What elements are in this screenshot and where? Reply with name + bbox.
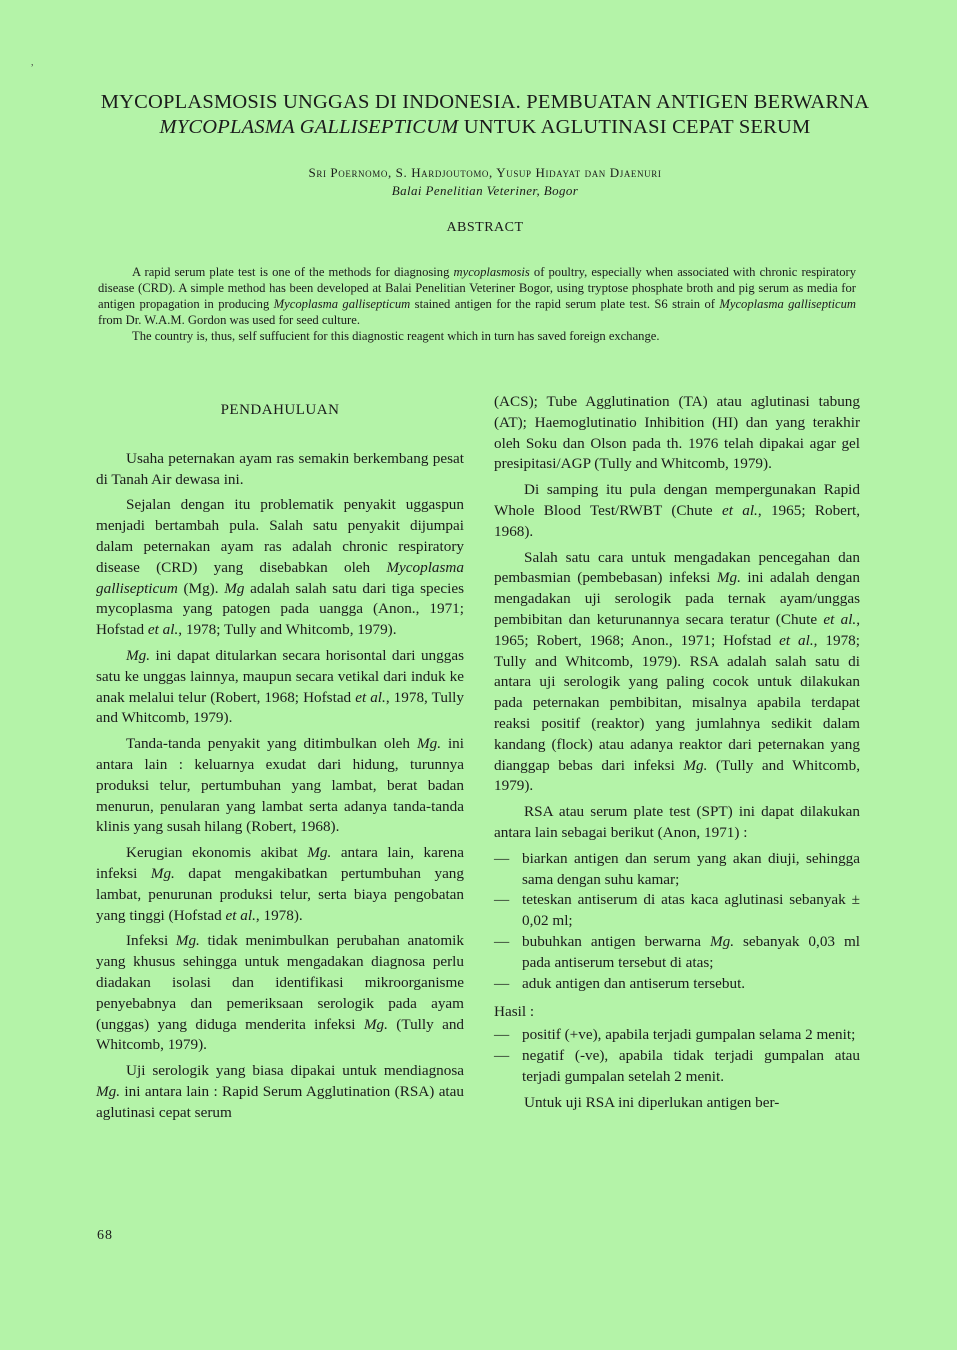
text-run: dapat mengakibatkan pertumbuhan yang lambat, penurunan produksi telur, serta biaya pengobatan yang tinggi (Hofstad bbox=[96, 864, 464, 924]
italic-run: Mg. bbox=[96, 1082, 121, 1100]
text-run: sebanyak 0,03 ml pada antiserum tersebut di atas; bbox=[522, 932, 861, 971]
italic-run: et al. bbox=[147, 621, 179, 639]
hasil-label: Hasil : bbox=[494, 1003, 535, 1021]
text-run: biarkan antigen dan serum yang akan diuji, sehingga sama dengan suhu kamar; bbox=[522, 849, 860, 888]
results-list bbox=[494, 1025, 860, 1087]
dash-bullet: — bbox=[494, 1046, 510, 1064]
italic-run: Mg bbox=[224, 579, 245, 597]
text-run: antara lain, karena infeksi bbox=[96, 844, 464, 882]
right-column bbox=[494, 392, 860, 1118]
italic-run: et al. bbox=[721, 501, 758, 519]
scan-mark: , bbox=[31, 57, 34, 68]
text-run: stained antigen for the rapid serum plate test. S6 strain of bbox=[410, 297, 720, 311]
text-run: , 1978, Tully and Whitcomb, 1979). bbox=[96, 688, 464, 727]
title-line-2-rest: UNTUK AGLUTINASI CEPAT SERUM bbox=[458, 116, 811, 138]
right-paragraph bbox=[494, 480, 860, 542]
title-line-2 bbox=[60, 115, 910, 140]
italic-run: Mg. bbox=[126, 646, 151, 664]
procedure-step bbox=[494, 890, 860, 932]
dash-bullet: — bbox=[494, 849, 510, 867]
text-run: Infeksi bbox=[126, 932, 176, 950]
text-run: RSA atau serum plate test (SPT) ini dapat dilakukan antara lain sebagai berikut (Anon, 1971) : bbox=[494, 803, 860, 841]
italic-run: et al. bbox=[225, 906, 256, 924]
text-run: (ACS); Tube Agglutination (TA) atau aglutinasi tabung (AT); Haemoglutinatio Inhibition (HI) dan yang terakhir oleh Soku dan Olson pada th. 1976 telah dipakai agar gel presipitasi/AGP (Tully and Whitcomb, 1979). bbox=[494, 393, 860, 473]
right-paragraph bbox=[494, 548, 860, 798]
text-run: teteskan antiserum di atas kaca aglutinasi sebanyak ± 0,02 ml; bbox=[522, 891, 860, 930]
last-paragraph: Untuk uji RSA ini diperlukan antigen ber- bbox=[524, 1093, 780, 1111]
result-item bbox=[494, 1025, 860, 1046]
text-run: Kerugian ekonomis akibat bbox=[126, 844, 308, 862]
text-run: , 1978; Tully and Whitcomb, 1979). RSA adalah salah satu di antara uji serologik yang paling cocok untuk dilakukan pada peternakan pembibitan, misalnya apabila terdapat reaksi positif (reaktor) yang jumlahnya sedikit dalam kandang (flock) atau adanya reaktor dari peternakan yang dianggap bebas dari infeksi bbox=[494, 631, 860, 774]
left-paragraph bbox=[96, 843, 464, 926]
text-run: from Dr. W.A.M. Gordon was used for seed culture. bbox=[98, 313, 360, 327]
abstract bbox=[98, 264, 856, 344]
left-paragraph bbox=[96, 449, 464, 491]
text-run: Sejalan dengan itu problematik penyakit uggaspun menjadi bertambah pula. Salah satu penyakit dijumpai dalam peternakan ayam ras adalah chronic respiratory disease (CRD) yang disebabkan oleh bbox=[96, 496, 464, 576]
title-line-1: MYCOPLASMOSIS UNGGAS DI INDONESIA. PEMBUATAN ANTIGEN BERWARNA bbox=[100, 91, 870, 113]
text-run: Usaha peternakan ayam ras semakin berkembang pesat di Tanah Air dewasa ini. bbox=[96, 449, 464, 488]
left-paragraph bbox=[96, 931, 464, 1056]
text-run: ini dapat ditularkan secara horisontal dari unggas satu ke unggas lainnya, maupun secara vetikal dari induk ke anak melalui telur (Robert, 1968; Hofstad bbox=[96, 646, 464, 706]
italic-run: mycoplasmosis bbox=[453, 265, 530, 279]
dash-bullet: — bbox=[494, 974, 510, 992]
left-paragraph bbox=[96, 646, 464, 729]
procedure-step bbox=[494, 974, 860, 995]
title-species: MYCOPLASMA GALLISEPTICUM bbox=[159, 116, 459, 138]
text-run: aduk antigen dan antiserum tersebut. bbox=[522, 974, 746, 992]
text-run: positif (+ve), apabila terjadi gumpalan selama 2 menit; bbox=[522, 1026, 856, 1044]
result-item bbox=[494, 1046, 860, 1088]
text-run: adalah salah satu dari tiga species mycoplasma yang patogen pada uangga (Anon., 1971; Hofstad bbox=[96, 579, 465, 639]
text-run: ini adalah dengan mengadakan uji serologik pada ternak ayam/unggas pembibitan dan keturunannya secara teratur (Chute bbox=[494, 569, 860, 628]
left-column bbox=[96, 392, 464, 1129]
text-run: , 1965; Robert, 1968). bbox=[494, 501, 860, 540]
page-number: 68 bbox=[97, 1228, 113, 1243]
text-run: of poultry, especially when associated with chronic respiratory disease (CRD). A simple method has been developed at Balai Penelitian Veteriner Bogor, using tryptose phosphate broth and pig serum as media for antigen propagation in producing bbox=[98, 265, 856, 311]
text-run: Uji serologik yang biasa dipakai untuk mendiagnosa bbox=[126, 1062, 464, 1080]
italic-run: et al. bbox=[355, 688, 386, 706]
procedure-step bbox=[494, 932, 860, 974]
italic-run: Mg. bbox=[150, 864, 175, 882]
italic-run: Mycoplasma gallisepticum bbox=[719, 297, 856, 311]
italic-run: Mg. bbox=[716, 569, 741, 587]
text-run: (Tully and Whitcomb, 1979). bbox=[494, 756, 860, 795]
italic-run: Mg. bbox=[307, 844, 332, 862]
right-paragraph bbox=[494, 392, 860, 475]
italic-run: Mg. bbox=[363, 1015, 388, 1033]
left-paragraph bbox=[96, 1061, 464, 1123]
italic-run: et al. bbox=[779, 631, 814, 649]
dash-bullet: — bbox=[494, 932, 510, 950]
text-run: A rapid serum plate test is one of the methods for diagnosing bbox=[132, 265, 454, 279]
text-run: bubuhkan antigen berwarna bbox=[522, 932, 710, 950]
procedure-step bbox=[494, 849, 860, 891]
text-run: (Mg). bbox=[177, 579, 225, 597]
dash-bullet: — bbox=[494, 891, 510, 909]
left-paragraph bbox=[96, 734, 464, 838]
text-run: (Tully and Whitcomb, 1979). bbox=[96, 1015, 465, 1054]
right-paragraphs-before bbox=[494, 392, 860, 844]
text-run: Salah satu cara untuk mengadakan pencegahan dan pembasmian (pembebasan) infeksi bbox=[494, 548, 860, 587]
text-run: , 1978). bbox=[255, 906, 303, 924]
italic-run: Mycoplasma gallisepticum bbox=[96, 558, 464, 597]
italic-run: Mg. bbox=[416, 735, 441, 753]
italic-run: Mg. bbox=[175, 932, 200, 950]
affiliation: Balai Penelitian Veteriner, Bogor bbox=[391, 183, 579, 198]
section-heading: PENDAHULUAN bbox=[220, 402, 340, 418]
abstract-paragraph-2: The country is, thus, self suffucient for this diagnostic reagent which in turn has saved foreign exchange. bbox=[132, 329, 660, 343]
text-run: ini antara lain : keluarnya exudat dari hidung, turunnya produksi telur, pertumbuhan yang lambat, berat badan menurun, penularan yang lambat serta adanya tanda-tanda klinis yang susah hilang (Robert, 1968). bbox=[96, 735, 464, 836]
abstract-heading: ABSTRACT bbox=[446, 220, 524, 235]
paper-title bbox=[60, 90, 910, 140]
right-paragraph bbox=[494, 802, 860, 844]
text-run: ini antara lain : Rapid Serum Agglutination (RSA) atau aglutinasi cepat serum bbox=[96, 1082, 464, 1121]
text-run: tidak menimbulkan perubahan anatomik yang khusus sehingga untuk mengadakan diagnosa perlu diadakan isolasi dan identifikasi mikroorganisme penyebabnya dan pemeriksaan serologik pada ayam (unggas) yang diduga menderita infeksi bbox=[96, 932, 464, 1033]
italic-run: Mycoplasma gallisepticum bbox=[273, 297, 411, 311]
text-run: negatif (-ve), apabila tidak terjadi gumpalan atau terjadi gumpalan setelah 2 menit. bbox=[522, 1046, 860, 1085]
italic-run: Mg. bbox=[683, 756, 708, 774]
text-run: , 1965; Robert, 1968; Anon., 1971; Hofstad bbox=[494, 610, 861, 649]
italic-run: et al. bbox=[823, 610, 857, 628]
text-run: , 1978; Tully and Whitcomb, 1979). bbox=[178, 621, 397, 639]
text-run: Tanda-tanda penyakit yang ditimbulkan oleh bbox=[126, 735, 417, 753]
procedure-steps bbox=[494, 849, 860, 995]
left-paragraph bbox=[96, 495, 464, 641]
text-run: Di samping itu pula dengan mempergunakan Rapid Whole Blood Test/RWBT (Chute bbox=[494, 481, 860, 519]
abstract-paragraph-1 bbox=[98, 264, 856, 328]
authors: Sri Poernomo, S. Hardjoutomo, Yusup Hidayat dan Djaenuri bbox=[308, 165, 662, 180]
dash-bullet: — bbox=[494, 1026, 510, 1044]
italic-run: Mg. bbox=[709, 932, 735, 950]
left-paragraphs bbox=[96, 449, 464, 1124]
